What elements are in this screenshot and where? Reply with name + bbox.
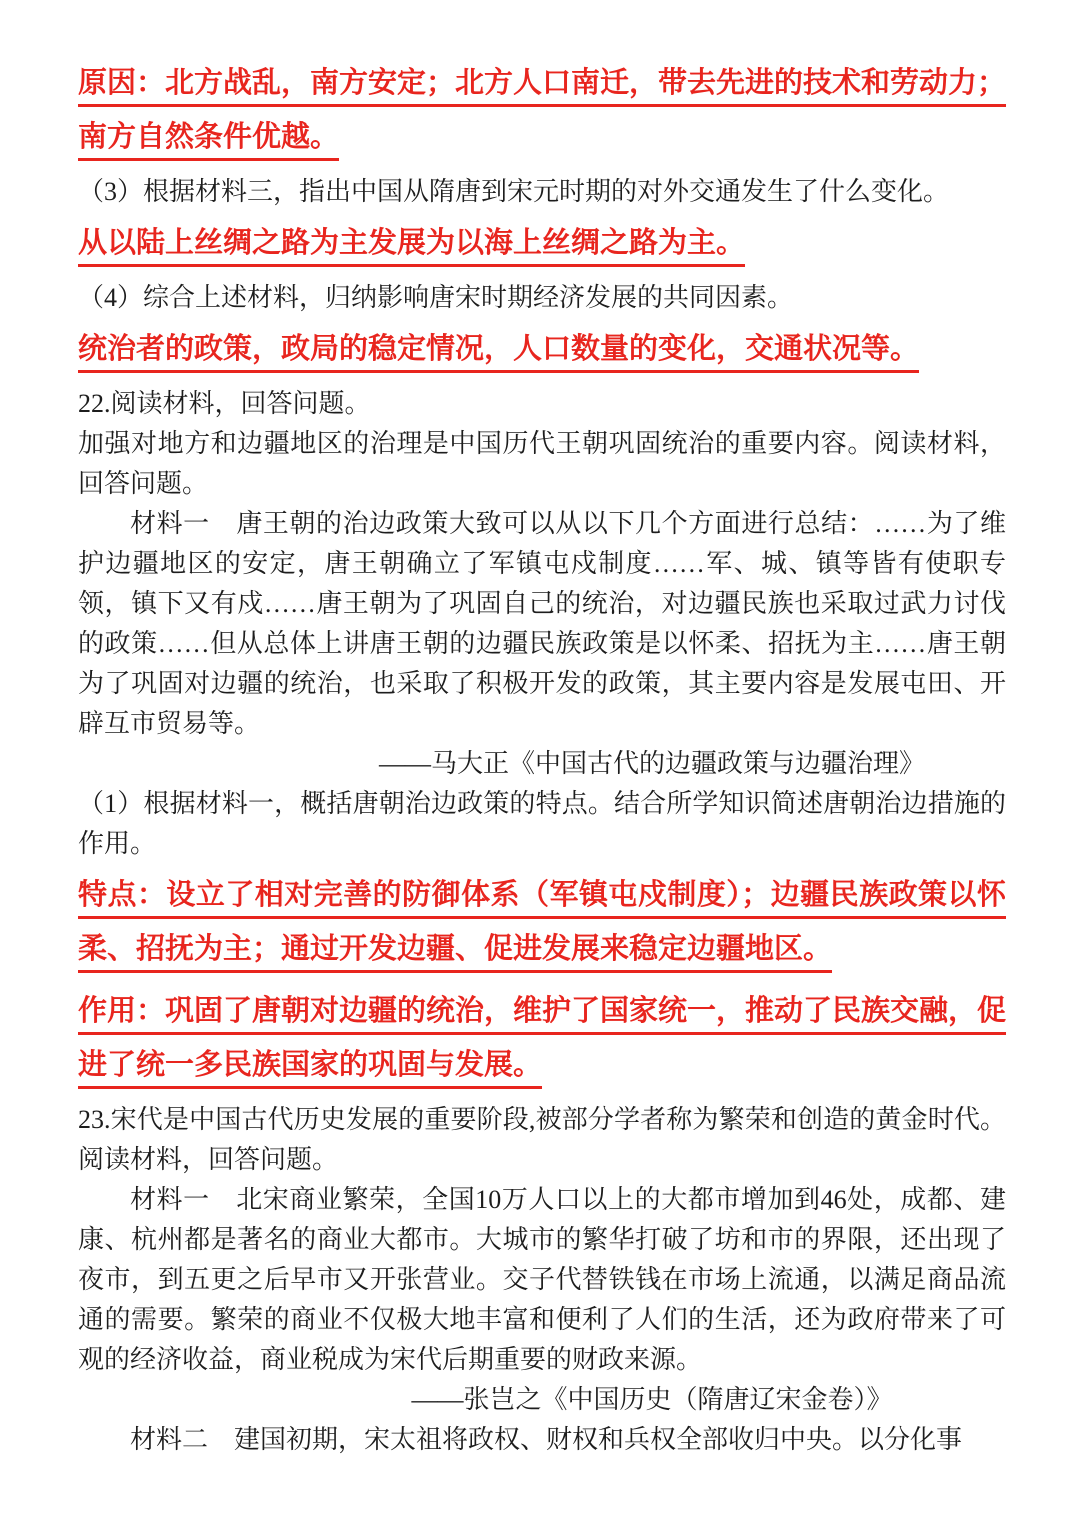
answer-text: 从以陆上丝绸之路为主发展为以海上丝绸之路为主。 — [78, 227, 746, 259]
answer-text: 统治者的政策，政局的稳定情况，人口数量的变化，交通状况等。 — [78, 333, 920, 365]
question-intro: 加强对地方和边疆地区的治理是中国历代王朝巩固统治的重要内容。阅读材料，回答问题。 — [78, 429, 1006, 498]
answer-text: 特点：设立了相对完善的防御体系（军镇屯戍制度）；边疆民族政策以怀柔、招抚为主；通过开发边疆、促进发展来稳定边疆地区。 — [78, 879, 1006, 965]
question-text: （3）根据材料三，指出中国从隋唐到宋元时期的对外交通发生了什么变化。 — [78, 177, 950, 206]
question-text: （1）根据材料一，概括唐朝治边政策的特点。结合所学知识简述唐朝治边措施的作用。 — [78, 789, 1006, 858]
material-paragraph: 材料一 唐王朝的治边政策大致可以从以下几个方面进行总结：……为了维护边疆地区的安定，唐王朝确立了军镇屯戍制度……军、城、镇等皆有使职专领，镇下又有戍……唐王朝为了巩固自己的统治，对边疆民族也采取过武力讨伐的政策……但从总体上讲唐王朝的边疆民族政策是以怀柔、招抚为主……唐王朝为了巩固对边疆的统治，也采取了积极开发的政策，其主要内容是发展屯田、开辟互市贸易等。 — [78, 509, 1006, 738]
material-paragraph: 材料二 建国初期，宋太祖将政权、财权和兵权全部收归中央。以分化事 — [130, 1425, 963, 1454]
source-citation: ——马大正《中国古代的边疆政策与边疆治理》 — [378, 749, 925, 778]
question-number-23: 23.宋代是中国古代历史发展的重要阶段,被部分学者称为繁荣和创造的黄金时代。阅读材料，回答问题。 — [78, 1105, 1006, 1174]
question-text: （4）综合上述材料，归纳影响唐宋时期经济发展的共同因素。 — [78, 283, 794, 312]
question-number-22: 22.阅读材料，回答问题。 — [78, 389, 371, 418]
source-citation: ——张岂之《中国历史（隋唐辽宋金卷）》 — [411, 1385, 893, 1414]
answer-text: 作用：巩固了唐朝对边疆的统治，维护了国家统一，推动了民族交融，促进了统一多民族国家的巩固与发展。 — [78, 995, 1007, 1081]
answer-text: 原因：北方战乱，南方安定；北方人口南迁，带去先进的技术和劳动力；南方自然条件优越。 — [78, 67, 1007, 153]
material-paragraph: 材料一 北宋商业繁荣，全国10万人口以上的大都市增加到46处，成都、建康、杭州都是著名的商业大都市。大城市的繁华打破了坊和市的界限，还出现了夜市，到五更之后早市又开张营业。交子代替铁钱在市场上流通，以满足商品流通的需要。繁荣的商业不仅极大地丰富和便利了人们的生活，还为政府带来了可观的经济收益，商业税成为宋代后期重要的财政来源。 — [78, 1185, 1006, 1374]
